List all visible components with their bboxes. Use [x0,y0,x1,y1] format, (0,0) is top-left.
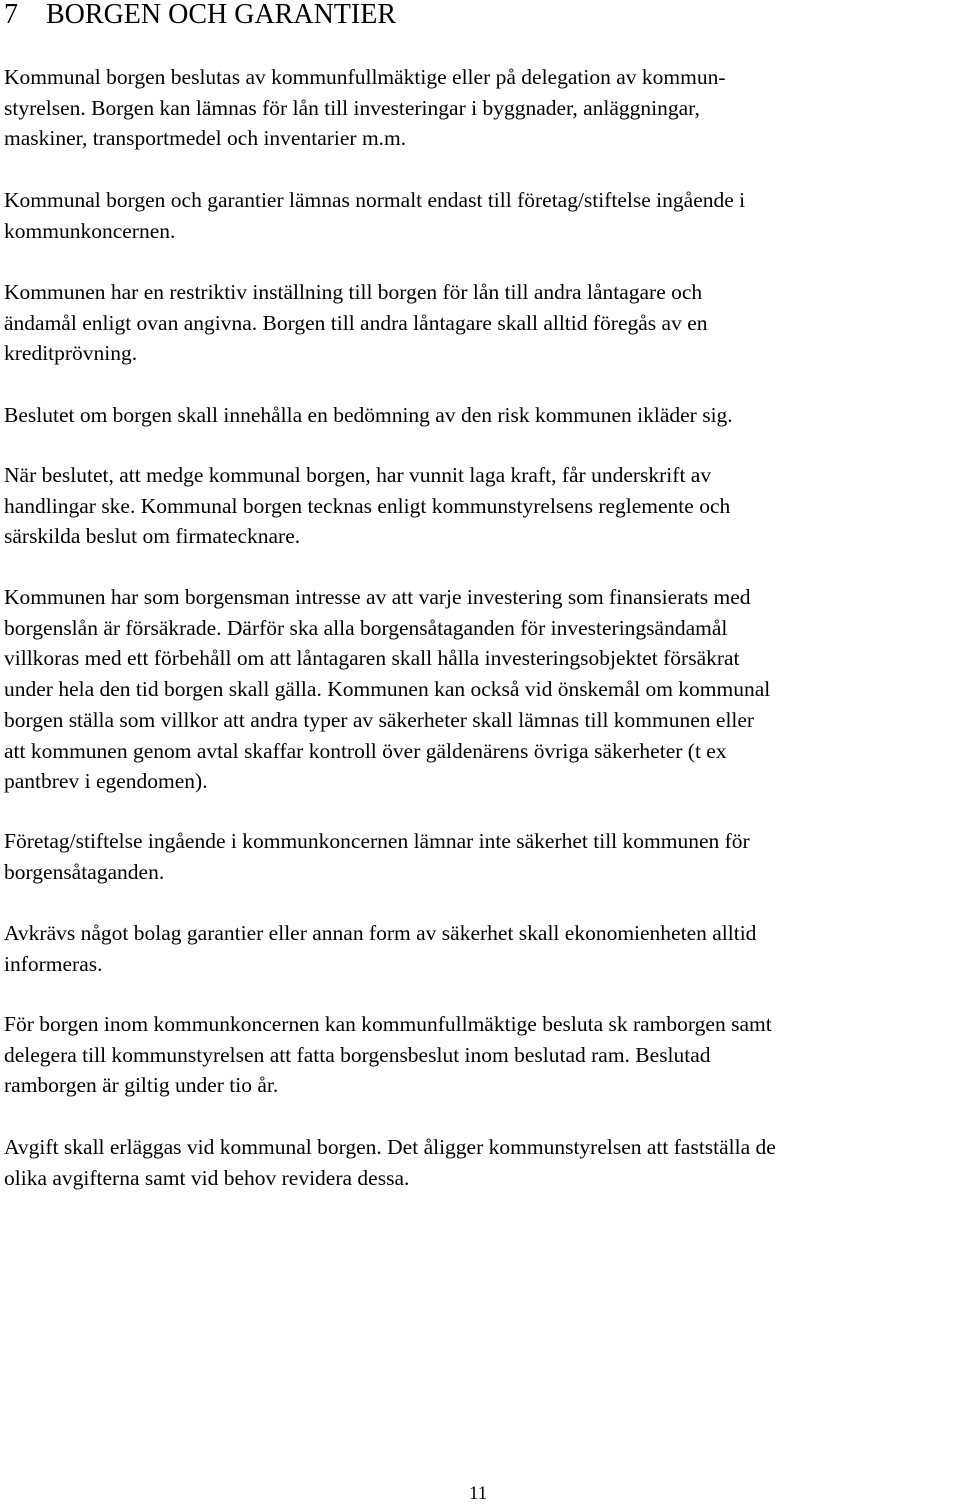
paragraph-line: handlingar ske. Kommunal borgen tecknas enligt kommunstyrelsens reglemente och [4,493,731,518]
paragraph-1 [4,62,956,154]
paragraph-7 [4,826,956,887]
paragraph-line: pantbrev i egendomen). [4,769,208,794]
paragraph-6 [4,582,956,797]
paragraph-line: Kommunal borgen beslutas av kommunfullmäktige eller på delegation av kommun- [4,65,726,89]
paragraph-line: Kommunen har en restriktiv inställning till borgen för lån till andra låntagare och [4,280,703,304]
paragraph-line: särskilda beslut om firmatecknare. [4,524,301,549]
paragraph-line: maskiner, transportmedel och inventarier m.m. [4,126,407,151]
paragraph-5 [4,460,956,552]
paragraph-line: Avkrävs något bolag garantier eller annan form av säkerhet skall ekonomienheten alltid [4,921,757,945]
paragraph-3 [4,277,956,369]
paragraph-line: När beslutet, att medge kommunal borgen, har vunnit laga kraft, får underskrift av [4,463,712,487]
paragraph-line: olika avgifterna samt vid behov revidera dessa. [4,1165,410,1190]
page-title: 7 BORGEN OCH GARANTIER [4,0,396,30]
paragraph-line: att kommunen genom avtal skaffar kontroll över gäldenärens övriga säkerheter (t ex [4,738,727,763]
paragraph-line: borgen ställa som villkor att andra typer av säkerheter skall lämnas till kommunen eller [4,707,755,732]
paragraph-line: ramborgen är giltig under tio år. [4,1073,279,1098]
paragraph-line: Kommunal borgen och garantier lämnas normalt endast till företag/stiftelse ingående i [4,188,746,212]
paragraph-line: kommunkoncernen. [4,218,176,243]
paragraph-line: villkoras med ett förbehåll om att låntagaren skall hålla investeringsobjektet försäkrat [4,646,740,671]
paragraph-10 [4,1132,956,1193]
paragraph-8 [4,918,956,979]
paragraph-line: Företag/stiftelse ingående i kommunkoncernen lämnar inte säkerhet till kommunen för [4,829,750,853]
paragraph-9 [4,1009,956,1101]
paragraph-line: styrelsen. Borgen kan lämnas för lån till investeringar i byggnader, anläggningar, [4,95,700,120]
paragraph-line: under hela den tid borgen skall gälla. Kommunen kan också vid önskemål om kommunal [4,677,771,702]
paragraph-line: Avgift skall erläggas vid kommunal borgen. Det åligger kommunstyrelsen att fastställa de [4,1135,776,1159]
paragraph-line: Beslutet om borgen skall innehålla en bedömning av den risk kommunen ikläder sig. [4,403,733,427]
paragraph-4 [4,400,956,431]
paragraph-line: Kommunen har som borgensman intresse av att varje investering som finansierats med [4,585,751,609]
paragraph-2 [4,185,956,246]
page-number: 11 [469,1483,488,1504]
paragraph-line: ändamål enligt ovan angivna. Borgen till andra låntagare skall alltid föregås av en [4,310,708,335]
paragraph-line: delegera till kommunstyrelsen att fatta borgensbeslut inom beslutad ram. Beslutad [4,1042,711,1067]
paragraph-line: För borgen inom kommunkoncernen kan kommunfullmäktige besluta sk ramborgen samt [4,1012,772,1036]
paragraph-line: borgenslån är försäkrade. Därför ska alla borgensåtaganden för investeringsändamål [4,615,728,640]
paragraph-line: kreditprövning. [4,341,138,366]
paragraph-line: informeras. [4,951,103,976]
paragraph-line: borgensåtaganden. [4,859,165,884]
